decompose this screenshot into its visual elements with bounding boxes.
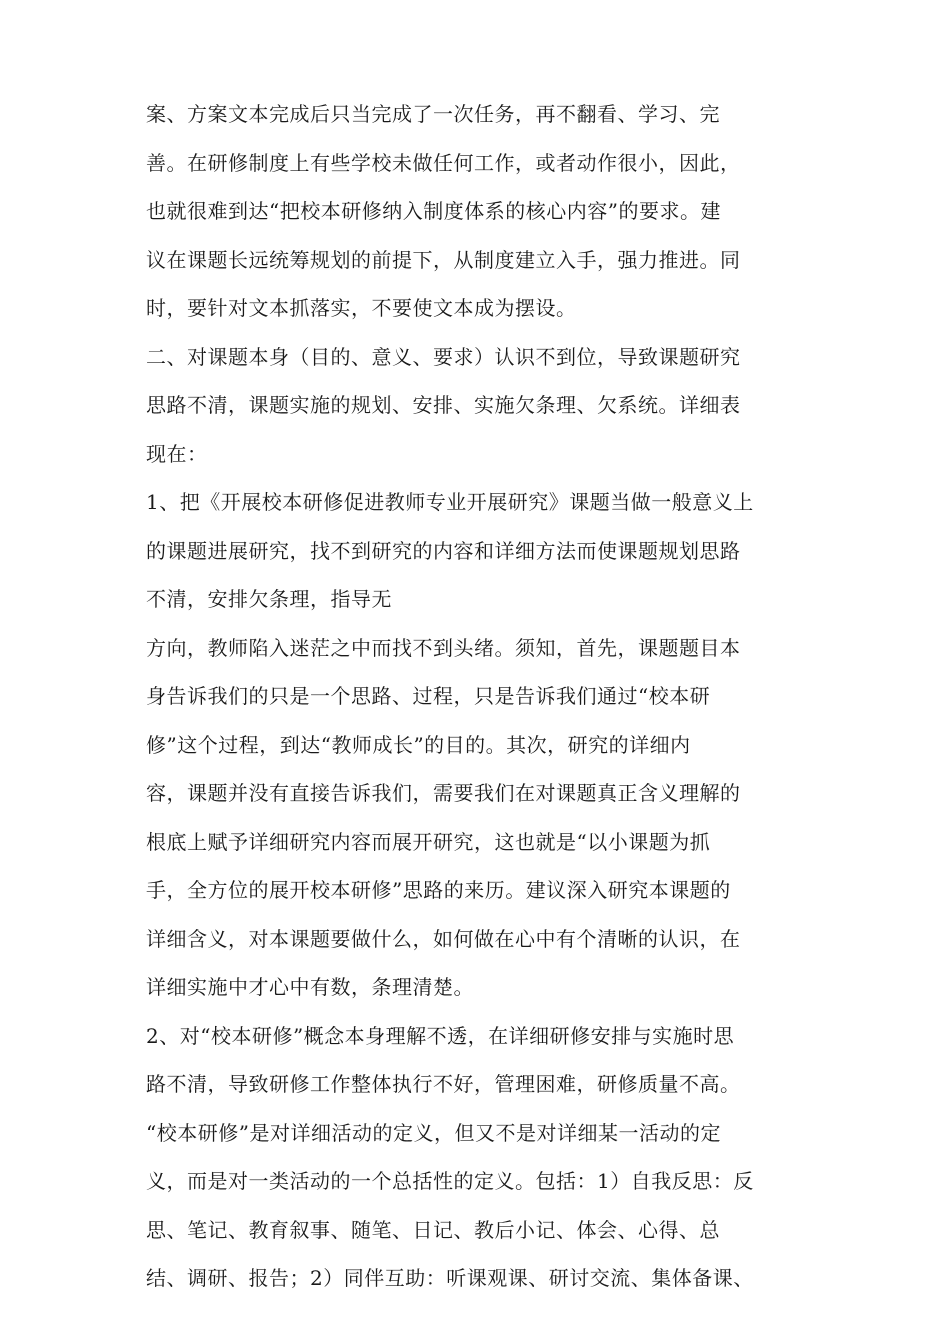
text-line: 路不清，导致研修工作整体执行不好，管理困难，研修质量不高。	[146, 1072, 741, 1096]
text-line: 的课题进展研究，找不到研究的内容和详细方法而使课题规划思路	[146, 538, 741, 563]
text-line: 善。在研修制度上有些学校未做任何工作，或者动作很小，因此，	[146, 150, 741, 175]
text-line: 议在课题长远统筹规划的前提下，从制度建立入手，强力推进。同	[146, 247, 741, 272]
document-body	[146, 90, 826, 1303]
text-line: 结、调研、报告；2）同伴互助：听课观课、研讨交流、集体备课、	[146, 1266, 754, 1290]
text-line: 案、方案文本完成后只当完成了一次任务，再不翻看、学习、完	[146, 102, 720, 126]
text-line: 思、笔记、教育叙事、随笔、日记、教后小记、体会、心得、总	[146, 1217, 720, 1242]
text-line: 也就很难到达“把校本研修纳入制度体系的核心内容”的要求。建	[146, 199, 721, 223]
text-line: 二、对课题本身（目的、意义、要求）认识不到位，导致课题研究	[146, 344, 741, 369]
text-line: “校本研修”是对详细活动的定义，但又不是对详细某一活动的定	[146, 1120, 721, 1145]
text-line: 思路不清，课题实施的规划、安排、实施欠条理、欠系统。详细表	[146, 393, 741, 417]
text-line: 时，要针对文本抓落实，不要使文本成为摆设。	[146, 296, 577, 320]
text-line: 2、对“校本研修”概念本身理解不透，在详细研修安排与实施时思	[146, 1023, 735, 1048]
text-line: 方向，教师陷入迷茫之中而找不到头绪。须知，首先，课题题目本	[146, 635, 741, 660]
text-line: 容，课题并没有直接告诉我们，需要我们在对课题真正含义理解的	[146, 781, 741, 805]
text-line: 详细实施中才心中有数，条理清楚。	[146, 975, 474, 999]
text-line: 不清，安排欠条理，指导无	[146, 587, 392, 611]
text-line: 现在：	[146, 441, 208, 466]
text-line: 身告诉我们的只是一个思路、过程，只是告诉我们通过“校本研	[146, 684, 711, 708]
text-line: 手，全方位的展开校本研修”思路的来历。建议深入研究本课题的	[146, 878, 731, 902]
text-line: 根底上赋予详细研究内容而展开研究，这也就是“以小课题为抓	[146, 829, 711, 854]
text-line: 1、把《开展校本研修促进教师专业开展研究》课题当做一般意义上	[146, 490, 754, 514]
text-line: 修”这个过程，到达“教师成长”的目的。其次，研究的详细内	[146, 732, 691, 757]
text-line: 义，而是对一类活动的一个总括性的定义。包括：1）自我反思：反	[146, 1169, 754, 1193]
text-line: 详细含义，对本课题要做什么，如何做在心中有个清晰的认识，在	[146, 926, 741, 951]
